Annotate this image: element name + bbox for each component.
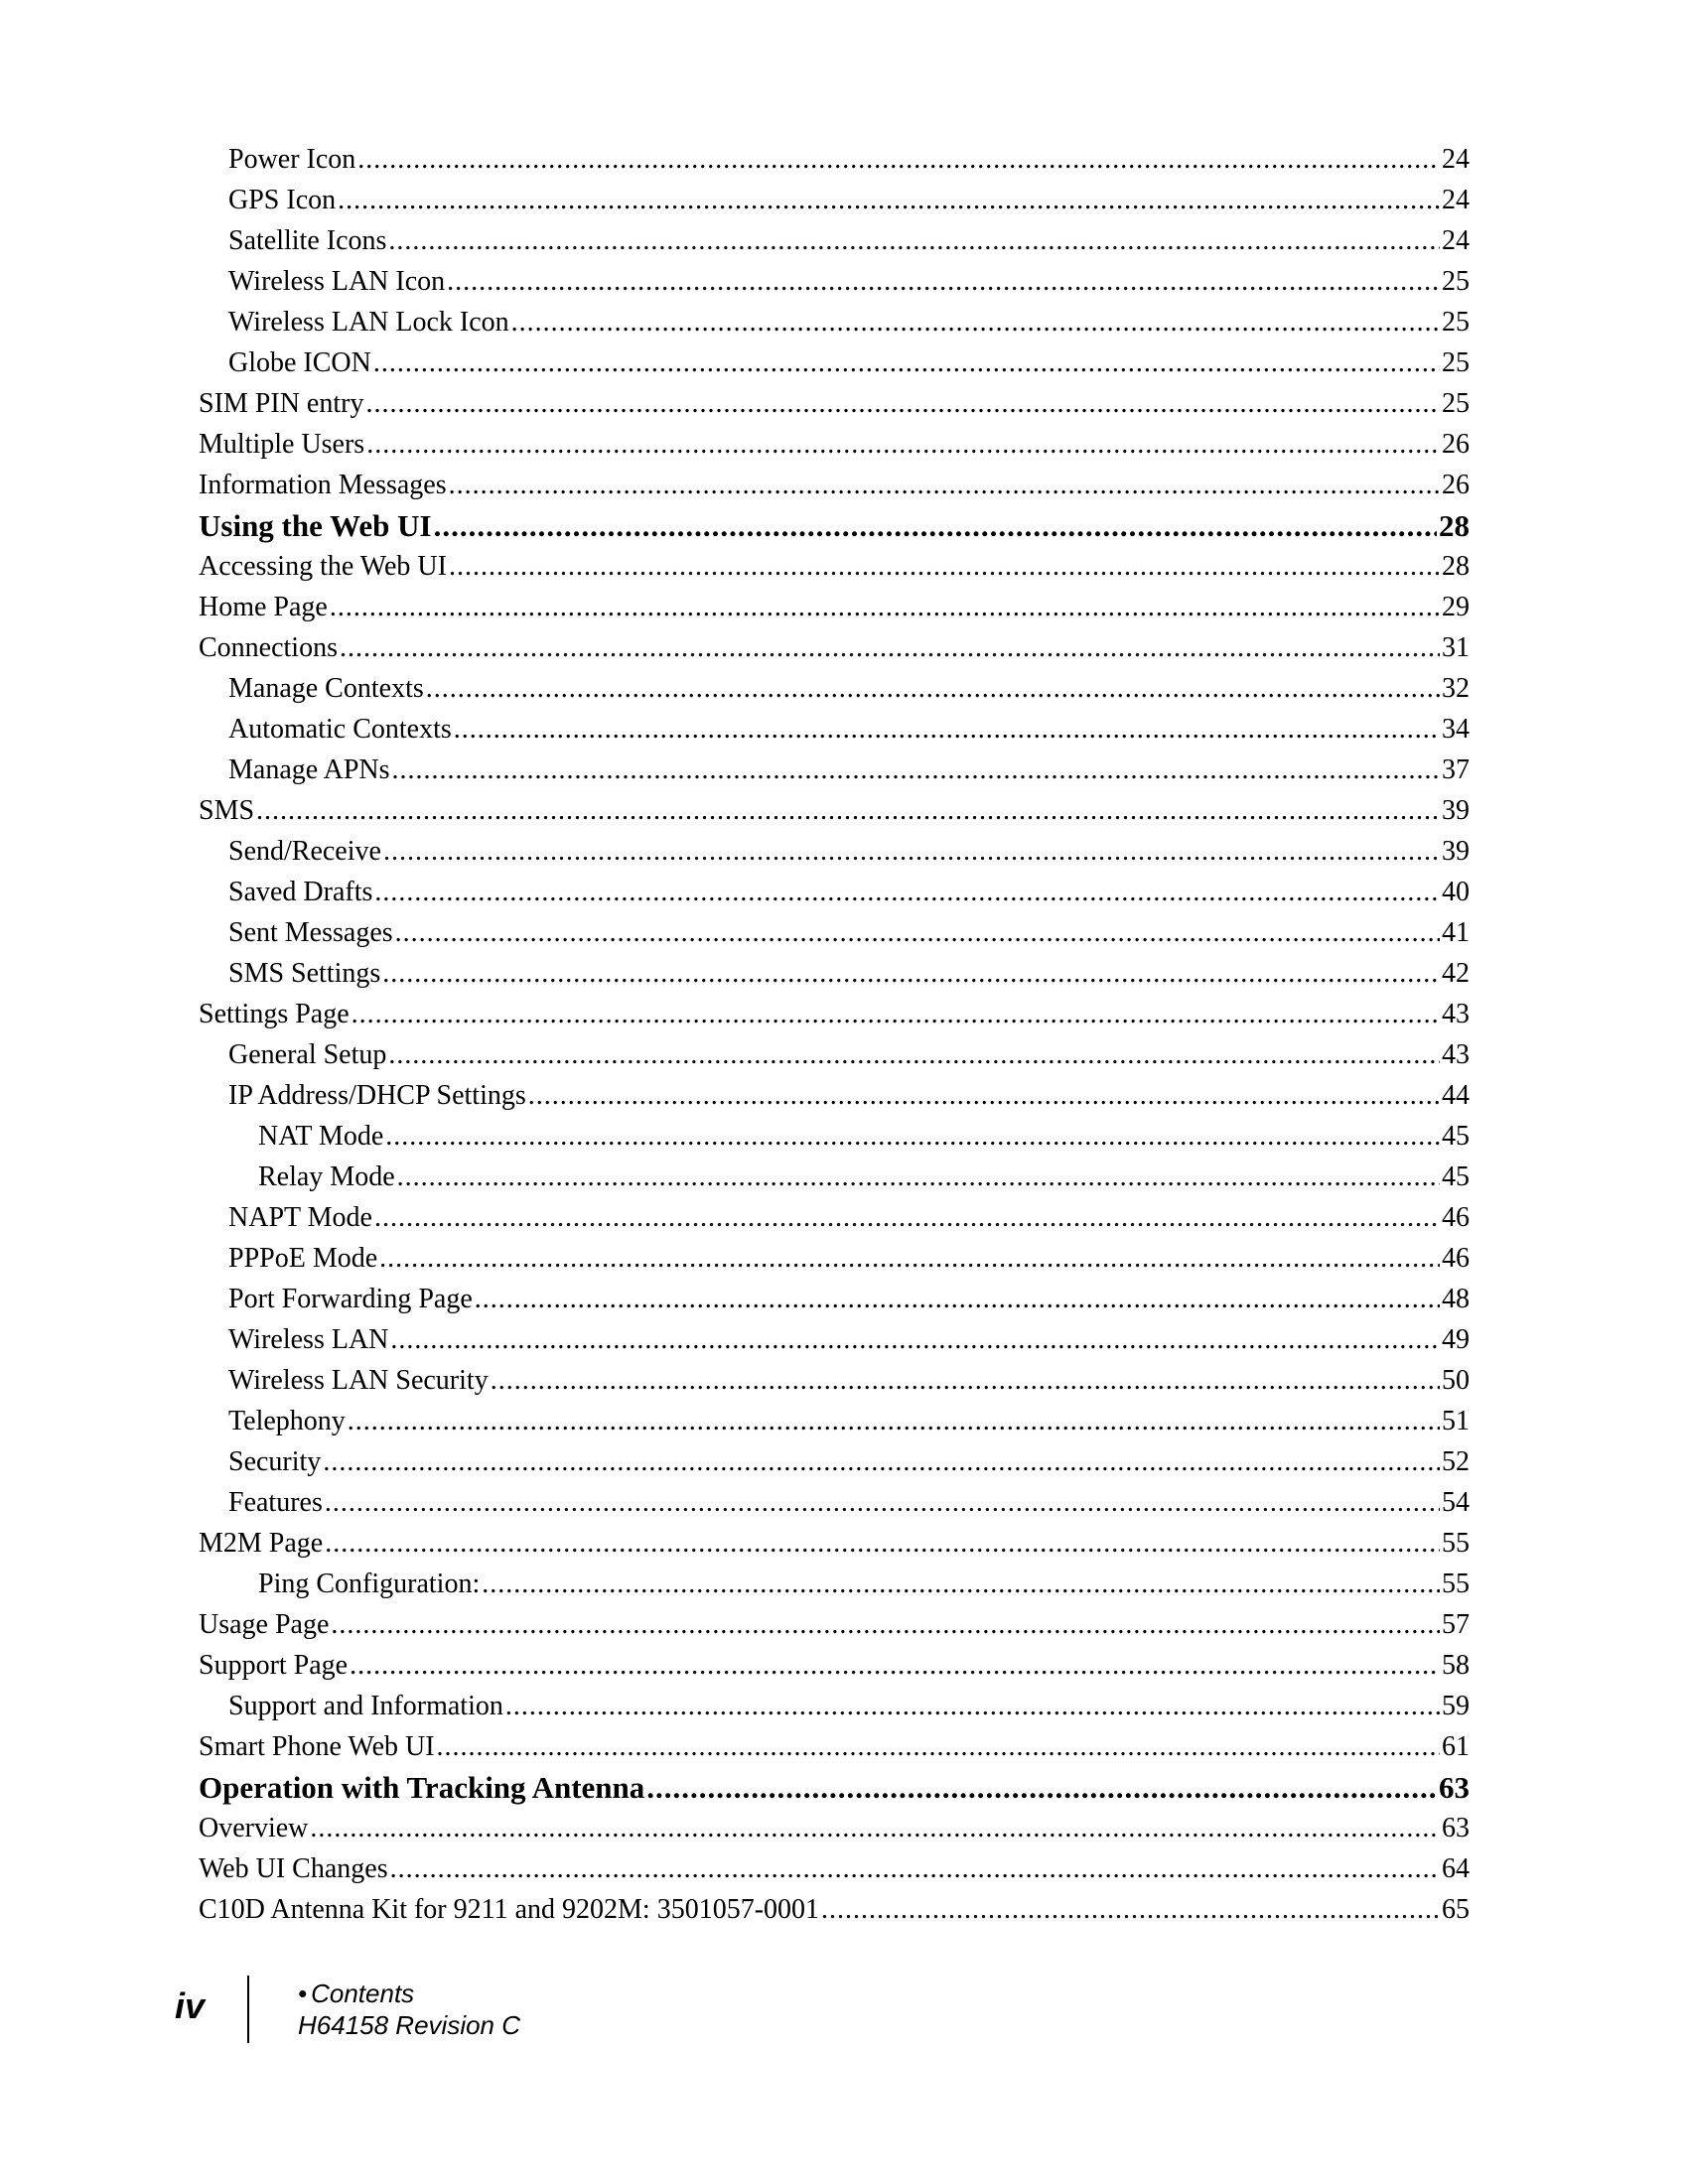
toc-entry-title: Operation with Tracking Antenna (199, 1770, 645, 1805)
toc-entry-title: Saved Drafts (228, 877, 373, 907)
toc-entry-page: 24 (1442, 225, 1470, 256)
toc-entry-page: 45 (1442, 1121, 1470, 1152)
toc-dot-leader (383, 831, 1440, 872)
toc-entry-page: 51 (1442, 1406, 1470, 1436)
toc-entry-page: 46 (1442, 1243, 1470, 1274)
toc-entry-title: Support and Information (228, 1691, 503, 1721)
toc-entry-page: 63 (1439, 1770, 1470, 1805)
toc-entry-page: 25 (1442, 307, 1470, 338)
toc-dot-leader (338, 180, 1440, 220)
toc-entry-title: Send/Receive (228, 836, 381, 867)
toc-entry[interactable] (199, 953, 1470, 994)
toc-entry-title: NAPT Mode (228, 1202, 372, 1233)
toc-entry[interactable] (199, 1401, 1470, 1441)
toc-entry-page: 24 (1442, 144, 1470, 175)
toc-entry-page: 43 (1442, 1039, 1470, 1070)
toc-dot-leader (505, 1686, 1440, 1726)
toc-entry-page: 52 (1442, 1446, 1470, 1477)
toc-entry[interactable] (199, 627, 1470, 668)
toc-dot-leader (374, 1197, 1440, 1238)
toc-dot-leader (382, 953, 1440, 994)
toc-entry[interactable] (199, 424, 1470, 465)
toc-entry-page: 40 (1442, 877, 1470, 907)
toc-entry-title: Globe ICON (228, 347, 371, 378)
toc-entry-page: 28 (1439, 508, 1470, 543)
toc-entry-title: Power Icon (228, 144, 356, 175)
toc-entry[interactable] (199, 831, 1470, 872)
toc-entry-page: 25 (1442, 388, 1470, 419)
toc-entry[interactable] (199, 1848, 1470, 1889)
toc-entry[interactable] (199, 1645, 1470, 1686)
toc-entry[interactable] (199, 709, 1470, 750)
toc-entry-title: Overview (199, 1813, 309, 1843)
toc-entry[interactable] (199, 546, 1470, 587)
toc-dot-leader (357, 139, 1440, 180)
toc-entry-title: Automatic Contexts (228, 714, 452, 745)
toc-entry-title: Relay Mode (258, 1161, 395, 1192)
toc-entry-title: GPS Icon (228, 185, 337, 215)
page-footer (175, 1976, 771, 2045)
toc-dot-leader (330, 587, 1440, 627)
toc-entry-page: 26 (1442, 429, 1470, 460)
toc-entry[interactable] (199, 1157, 1470, 1197)
toc-entry-page: 39 (1442, 795, 1470, 826)
toc-dot-leader (426, 668, 1440, 709)
toc-dot-leader (379, 1238, 1440, 1279)
toc-dot-leader (449, 465, 1440, 505)
toc-entry-page: 28 (1442, 551, 1470, 582)
toc-entry-title: Wireless LAN Security (228, 1365, 489, 1396)
toc-entry-title: Information Messages (199, 470, 447, 500)
toc-dot-leader (325, 1482, 1440, 1523)
toc-entry-title: Smart Phone Web UI (199, 1731, 435, 1762)
toc-entry-page: 34 (1442, 714, 1470, 745)
toc-entry-title: NAT Mode (258, 1121, 384, 1152)
toc-entry[interactable] (199, 587, 1470, 627)
toc-dot-leader (482, 1564, 1440, 1604)
toc-entry-title: Telephony (228, 1406, 346, 1436)
toc-entry-page: 42 (1442, 958, 1470, 989)
toc-entry-page: 44 (1442, 1080, 1470, 1111)
toc-entry-page: 54 (1442, 1487, 1470, 1518)
toc-entry-title: C10D Antenna Kit for 9211 and 9202M: 3501057-0001 (199, 1894, 820, 1925)
toc-dot-leader (366, 424, 1440, 465)
toc-dot-leader (646, 1767, 1437, 1808)
bullet-icon: • (298, 1979, 308, 2008)
toc-dot-leader (365, 383, 1440, 424)
toc-entry[interactable] (199, 1441, 1470, 1482)
toc-entry[interactable] (199, 261, 1470, 302)
toc-entry[interactable] (199, 1564, 1470, 1604)
toc-entry-page: 59 (1442, 1691, 1470, 1721)
toc-dot-leader (325, 1523, 1440, 1564)
toc-entry-title: PPPoE Mode (228, 1243, 378, 1274)
toc-entry[interactable] (199, 1238, 1470, 1279)
toc-dot-leader (323, 1441, 1440, 1482)
toc-dot-leader (348, 1401, 1440, 1441)
toc-entry-page: 41 (1442, 917, 1470, 948)
toc-entry-title: M2M Page (199, 1528, 324, 1559)
toc-dot-leader (437, 1726, 1440, 1767)
toc-entry[interactable] (199, 383, 1470, 424)
toc-entry[interactable] (199, 1808, 1470, 1848)
toc-chapter-entry[interactable] (199, 505, 1470, 546)
toc-entry-title: Manage APNs (228, 754, 390, 785)
toc-entry[interactable] (199, 1726, 1470, 1767)
toc-entry-page: 39 (1442, 836, 1470, 867)
toc-entry[interactable] (199, 872, 1470, 912)
toc-entry-title: SMS (199, 795, 255, 826)
toc-entry[interactable] (199, 1116, 1470, 1157)
toc-entry[interactable] (199, 1889, 1470, 1930)
footer-doc-id: H64158 Revision C (298, 2010, 521, 2040)
toc-entry[interactable] (199, 139, 1470, 180)
toc-entry-title: Accessing the Web UI (199, 551, 447, 582)
toc-dot-leader (511, 302, 1440, 342)
toc-dot-leader (331, 1604, 1440, 1645)
toc-entry-title: Web UI Changes (199, 1853, 388, 1884)
toc-entry-title: Port Forwarding Page (228, 1284, 473, 1314)
toc-entry-page: 25 (1442, 347, 1470, 378)
toc-entry-page: 32 (1442, 673, 1470, 704)
footer-section: Contents (311, 1979, 415, 2008)
toc-entry-page: 26 (1442, 470, 1470, 500)
toc-entry-title: Multiple Users (199, 429, 365, 460)
toc-entry[interactable] (199, 1075, 1470, 1116)
toc-entry-title: General Setup (228, 1039, 387, 1070)
toc-dot-leader (447, 261, 1440, 302)
toc-dot-leader (256, 790, 1440, 831)
toc-entry[interactable] (199, 342, 1470, 383)
toc-dot-leader (352, 994, 1440, 1034)
toc-entry-title: Wireless LAN Lock Icon (228, 307, 509, 338)
toc-entry[interactable] (199, 465, 1470, 505)
toc-entry-title: Settings Page (199, 999, 350, 1029)
toc-entry-title: Usage Page (199, 1609, 330, 1640)
toc-entry-title: SMS Settings (228, 958, 381, 989)
toc-entry-title: Using the Web UI (199, 508, 432, 543)
toc-entry-title: Ping Configuration: (258, 1569, 481, 1599)
toc-entry[interactable] (199, 790, 1470, 831)
page-number: iv (175, 1985, 206, 2026)
toc-dot-leader (395, 912, 1440, 953)
toc-entry-page: 24 (1442, 185, 1470, 215)
toc-dot-leader (392, 750, 1440, 790)
toc-entry[interactable] (199, 220, 1470, 261)
toc-entry-title: Sent Messages (228, 917, 393, 948)
toc-entry-page: 49 (1442, 1324, 1470, 1355)
toc-entry-page: 50 (1442, 1365, 1470, 1396)
toc-entry-title: Wireless LAN Icon (228, 266, 446, 297)
toc-entry-title: Features (228, 1487, 323, 1518)
toc-entry[interactable] (199, 750, 1470, 790)
toc-entry[interactable] (199, 1523, 1470, 1564)
toc-dot-leader (390, 1319, 1440, 1360)
toc-entry-page: 25 (1442, 266, 1470, 297)
toc-dot-leader (310, 1808, 1440, 1848)
table-of-contents (199, 139, 1470, 1930)
toc-entry-page: 55 (1442, 1528, 1470, 1559)
toc-entry-title: Security (228, 1446, 322, 1477)
toc-entry[interactable] (199, 1279, 1470, 1319)
toc-dot-leader (491, 1360, 1440, 1401)
toc-chapter-entry[interactable] (199, 1767, 1470, 1808)
toc-entry-page: 61 (1442, 1731, 1470, 1762)
toc-dot-leader (475, 1279, 1440, 1319)
toc-entry-page: 29 (1442, 592, 1470, 622)
toc-entry-title: IP Address/DHCP Settings (228, 1080, 526, 1111)
toc-entry-page: 63 (1442, 1813, 1470, 1843)
footer-divider (247, 1976, 249, 2043)
toc-entry[interactable] (199, 1197, 1470, 1238)
toc-dot-leader (340, 627, 1440, 668)
toc-entry-title: Satellite Icons (228, 225, 387, 256)
toc-entry[interactable] (199, 1034, 1470, 1075)
toc-entry-page: 64 (1442, 1853, 1470, 1884)
toc-dot-leader (434, 505, 1437, 546)
toc-entry-title: Home Page (199, 592, 328, 622)
toc-entry[interactable] (199, 1686, 1470, 1726)
toc-entry[interactable] (199, 180, 1470, 220)
toc-dot-leader (821, 1889, 1440, 1930)
toc-entry[interactable] (199, 912, 1470, 953)
toc-entry[interactable] (199, 1319, 1470, 1360)
toc-entry-page: 45 (1442, 1161, 1470, 1192)
toc-entry-page: 58 (1442, 1650, 1470, 1681)
toc-dot-leader (449, 546, 1440, 587)
toc-entry-title: SIM PIN entry (199, 388, 364, 419)
toc-entry-page: 31 (1442, 632, 1470, 663)
toc-entry[interactable] (199, 1482, 1470, 1523)
toc-dot-leader (390, 1848, 1440, 1889)
toc-entry-title: Manage Contexts (228, 673, 424, 704)
toc-entry-page: 48 (1442, 1284, 1470, 1314)
toc-entry-title: Support Page (199, 1650, 349, 1681)
toc-dot-leader (388, 220, 1440, 261)
toc-dot-leader (350, 1645, 1440, 1686)
footer-section-line (298, 1978, 520, 2009)
toc-entry-page: 65 (1442, 1894, 1470, 1925)
toc-dot-leader (388, 1034, 1440, 1075)
toc-entry[interactable] (199, 994, 1470, 1034)
toc-entry-page: 55 (1442, 1569, 1470, 1599)
toc-entry[interactable] (199, 1360, 1470, 1401)
toc-entry-page: 37 (1442, 754, 1470, 785)
toc-dot-leader (397, 1157, 1440, 1197)
toc-dot-leader (454, 709, 1440, 750)
toc-entry[interactable] (199, 1604, 1470, 1645)
toc-dot-leader (373, 342, 1440, 383)
toc-entry[interactable] (199, 668, 1470, 709)
toc-dot-leader (385, 1116, 1440, 1157)
toc-entry-title: Connections (199, 632, 338, 663)
toc-entry-page: 46 (1442, 1202, 1470, 1233)
toc-entry-page: 43 (1442, 999, 1470, 1029)
toc-entry[interactable] (199, 302, 1470, 342)
toc-entry-page: 57 (1442, 1609, 1470, 1640)
toc-dot-leader (374, 872, 1440, 912)
toc-entry-title: Wireless LAN (228, 1324, 389, 1355)
footer-text (298, 1978, 520, 2041)
toc-dot-leader (528, 1075, 1440, 1116)
